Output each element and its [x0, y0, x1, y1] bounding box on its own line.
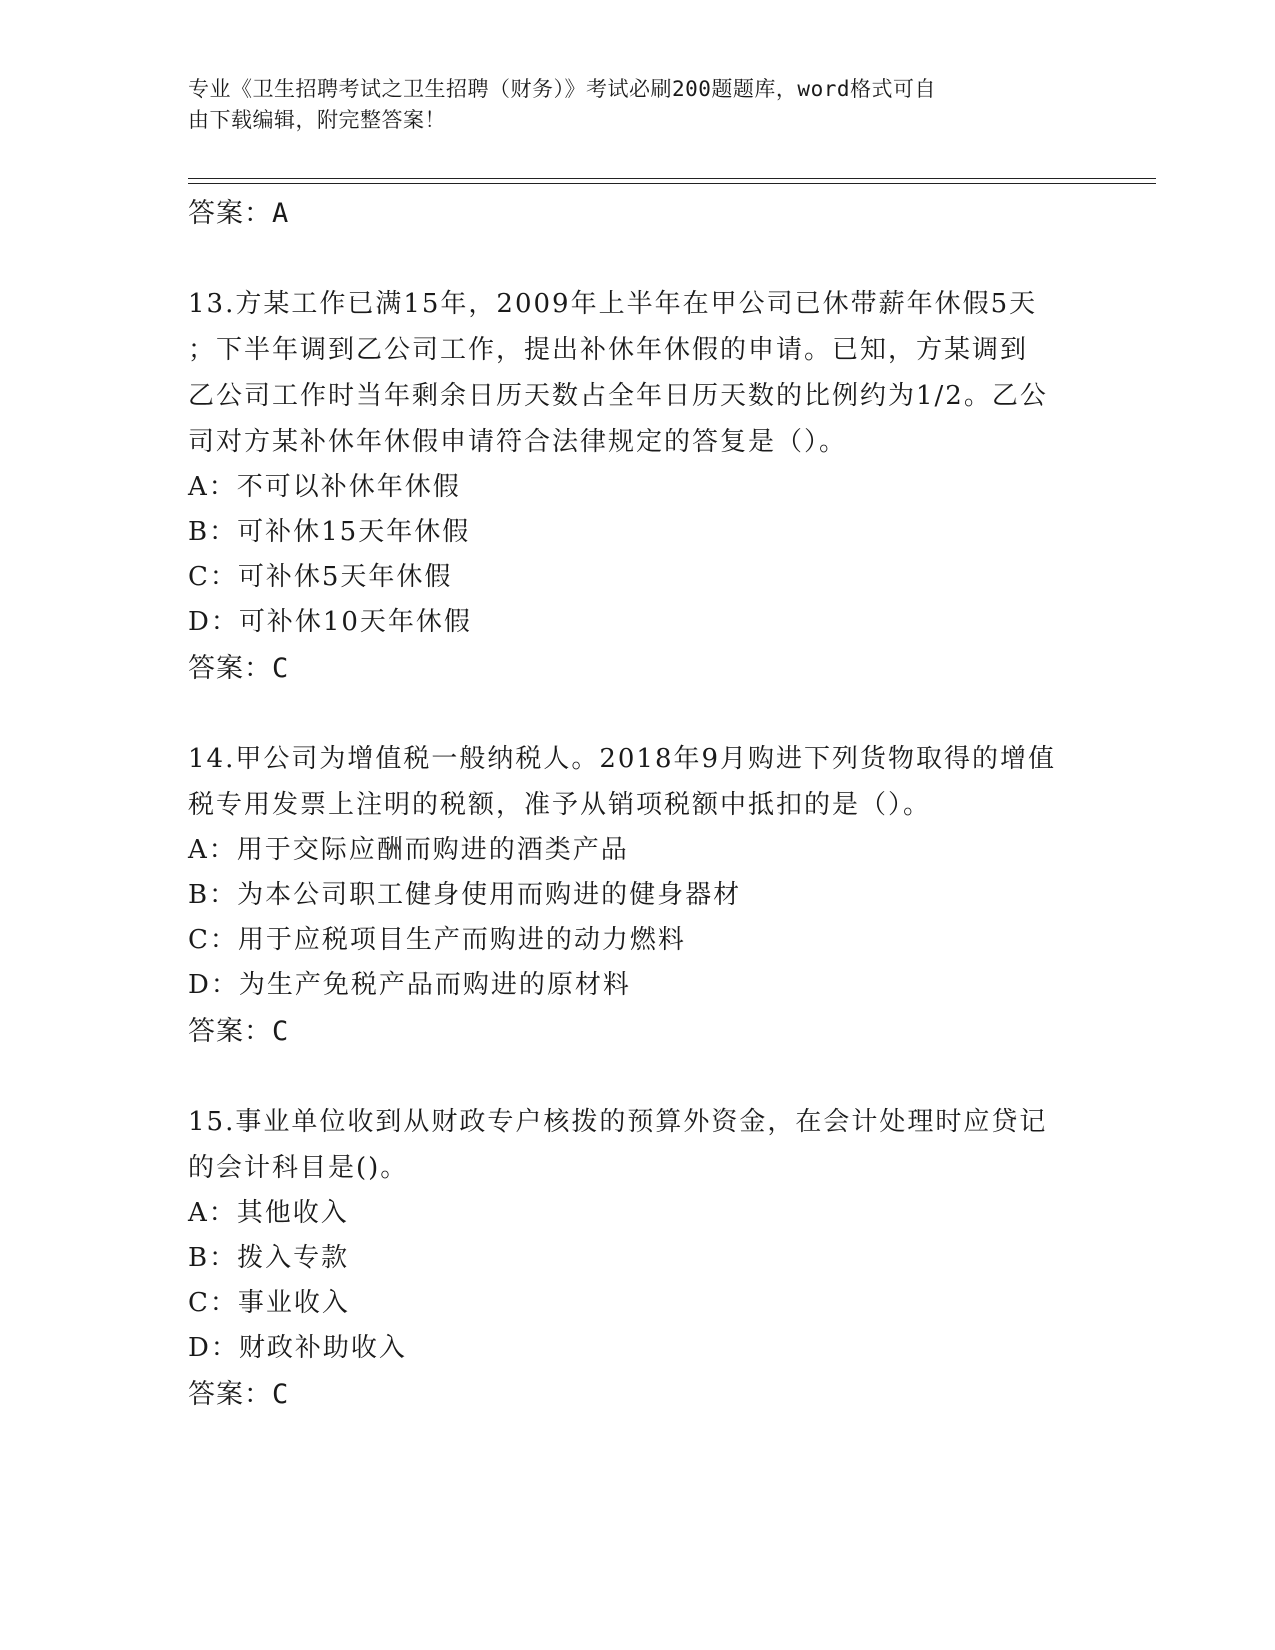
question-text-line: ；下半年调到乙公司工作，提出补休年休假的申请。已知，方某调到: [188, 335, 1029, 365]
question-14: [188, 736, 1088, 1056]
question-text-line: 15.事业单位收到从财政专户核拨的预算外资金，在会计处理时应贷记: [188, 1107, 1048, 1137]
question-text-line: 的会计科目是()。: [188, 1153, 409, 1183]
option-d: D：可补休10天年休假: [188, 607, 472, 637]
question-content: [188, 190, 1088, 1419]
question-text-line: 乙公司工作时当年剩余日历天数占全年日历天数的比例约为1/2。乙公: [188, 381, 1048, 411]
header-line-1: 专业《卫生招聘考试之卫生招聘（财务）》考试必刷200题题库，word格式可自: [188, 77, 936, 101]
question-text-line: 14.甲公司为增值税一般纳税人。2018年9月购进下列货物取得的增值: [188, 744, 1057, 774]
answer-line: 答案：A: [188, 198, 290, 229]
option-a: A：用于交际应酬而购进的酒类产品: [188, 835, 629, 865]
question-13: [188, 281, 1088, 693]
document-header: [188, 74, 1068, 136]
option-a: A：其他收入: [188, 1198, 349, 1228]
answer-line: 答案：C: [188, 1379, 290, 1410]
question-text-line: 税专用发票上注明的税额，准予从销项税额中抵扣的是（）。: [188, 790, 932, 820]
answer-line: 答案：C: [188, 1016, 290, 1047]
option-c: C：事业收入: [188, 1288, 350, 1318]
option-a: A：不可以补休年休假: [188, 472, 461, 502]
answer-line: 答案：C: [188, 653, 290, 684]
option-d: D：财政补助收入: [188, 1333, 407, 1363]
header-divider-top: [188, 178, 1156, 179]
option-b: B：为本公司职工健身使用而购进的健身器材: [188, 880, 742, 910]
question-text-line: 司对方某补休年休假申请符合法律规定的答复是（）。: [188, 427, 848, 457]
header-divider-bottom: [188, 183, 1156, 184]
header-line-2: 由下载编辑，附完整答案！: [188, 108, 446, 132]
option-b: B：可补休15天年休假: [188, 517, 471, 547]
option-d: D：为生产免税产品而购进的原材料: [188, 970, 631, 1000]
question-15: [188, 1099, 1088, 1419]
question-text-line: 13.方某工作已满15年，2009年上半年在甲公司已休带薪年休假5天: [188, 289, 1038, 319]
option-c: C：可补休5天年休假: [188, 562, 453, 592]
option-b: B：拨入专款: [188, 1243, 350, 1273]
option-c: C：用于应税项目生产而购进的动力燃料: [188, 925, 686, 955]
